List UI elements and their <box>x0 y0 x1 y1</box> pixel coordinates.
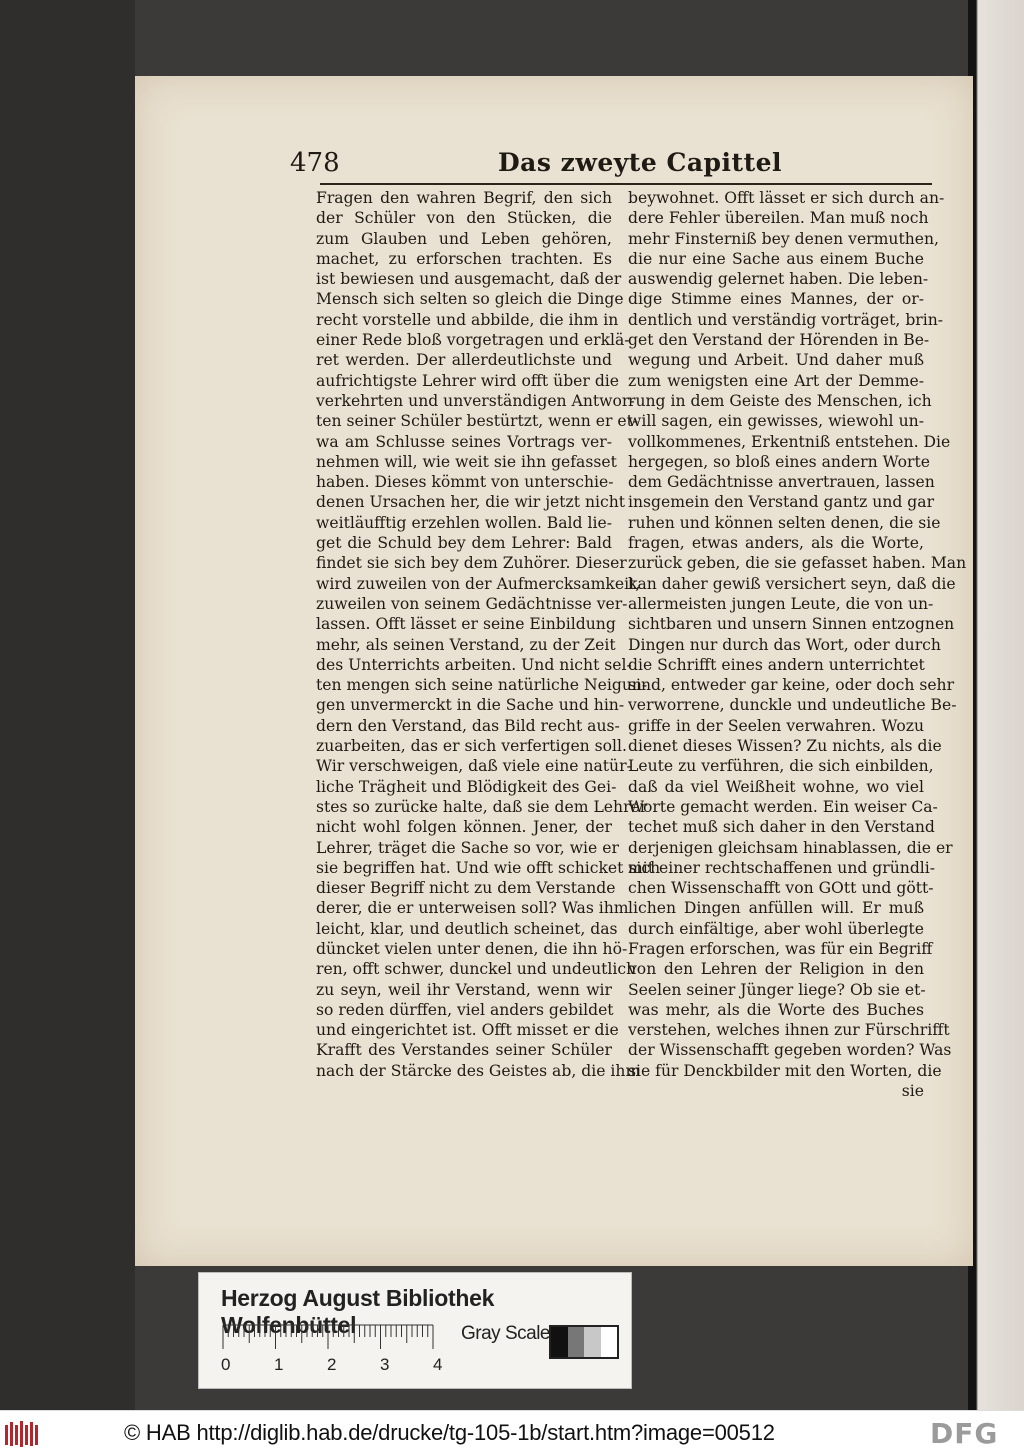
text-line: Dingen nur durch das Wort, oder durch <box>628 635 941 654</box>
text-line: dentlich und verständig vorträget, brin- <box>628 310 944 329</box>
text-line: fragen, etwas anders, als die Worte, <box>628 534 924 553</box>
text-line: stes so zurücke halte, daß sie dem Lehrer <box>316 797 648 816</box>
text-line: wird zuweilen von der Aufmercksamkeit, <box>316 574 641 593</box>
hab-logo-icon <box>4 1419 42 1449</box>
right-text-column <box>628 188 967 1101</box>
text-line: auswendig gelernet haben. Die leben- <box>628 270 929 289</box>
header-rule <box>320 183 932 185</box>
text-line: zuarbeiten, das er sich verfertigen soll. <box>316 737 627 756</box>
ruler-icon <box>223 1323 433 1353</box>
left-text-column <box>316 188 661 1081</box>
ruler-number: 3 <box>380 1355 390 1374</box>
text-line: dern den Verstand, das Bild recht aus- <box>316 716 620 735</box>
footer-copyright-link[interactable]: © HAB http://diglib.hab.de/drucke/tg-105-1b/start.htm?image=00512 <box>124 1420 775 1445</box>
text-line: die nur eine Sache aus einem Buche <box>628 249 924 268</box>
text-line: nicht wohl folgen können. Jener, der <box>316 818 612 837</box>
text-line: daß da viel Weißheit wohne, wo viel <box>628 777 924 796</box>
text-line: get den Verstand der Hörenden in Be- <box>628 331 930 350</box>
text-line: nach der Stärcke des Geistes ab, die ihm <box>316 1061 641 1080</box>
text-line: recht vorstelle und abbilde, die ihm in <box>316 310 619 329</box>
text-line: ten mengen sich seine natürliche Neigun- <box>316 676 648 695</box>
text-line: düncket vielen unter denen, die ihn hö- <box>316 939 628 958</box>
text-line: lichen Dingen anfüllen will. Er muß <box>628 899 924 918</box>
running-title: Das zweyte Capittel <box>498 148 783 177</box>
text-line: ist bewiesen und ausgemacht, daß der <box>316 270 622 289</box>
text-line: weitläufftig erzehlen wollen. Bald lie- <box>316 513 612 532</box>
gray-scale-swatches <box>549 1325 619 1359</box>
ruler-number: 1 <box>274 1355 284 1374</box>
text-line: ren, offt schwer, dunckel und undeutlich <box>316 960 637 979</box>
text-line: will sagen, ein gewisses, wiewohl un- <box>628 412 924 431</box>
text-line: gen unvermerckt in die Sache und hin- <box>316 696 625 715</box>
text-line: sie für Denckbilder mit den Worten, die <box>628 1061 942 1080</box>
text-line: sichtbaren und unsern Sinnen entzognen <box>628 615 955 634</box>
text-line: nehmen will, wie weit sie ihn gefasset <box>316 452 617 471</box>
text-line: haben. Dieses kömmt von unterschie- <box>316 473 614 492</box>
text-line: verkehrten und unverständigen Antwor- <box>316 391 635 410</box>
text-line: dem Gedächtnisse anvertrauen, lassen <box>628 473 935 492</box>
text-line: Fragen den wahren Begrif, den sich <box>316 189 612 207</box>
page-header <box>290 146 970 180</box>
text-line: Krafft des Verstandes seiner Schüler <box>316 1041 612 1060</box>
text-line: ruhen und können selten denen, die sie <box>628 513 941 532</box>
text-line: Seelen seiner Jünger liege? Ob sie et- <box>628 980 926 999</box>
text-line: der Schüler von den Stücken, die <box>316 209 612 228</box>
text-line: aufrichtigste Lehrer wird offt über die <box>316 371 620 390</box>
text-line: denen Ursachen her, die wir jetzt nicht <box>316 493 626 512</box>
text-line: derjenigen gleichsam hinablassen, die er <box>628 838 953 857</box>
text-line: verstehen, welches ihnen zur Fürschrifft <box>628 1021 950 1040</box>
text-line: mehr, als seinen Verstand, zu der Zeit <box>316 635 616 654</box>
text-line: mehr Finsterniß bey denen vermuthen, <box>628 229 939 248</box>
text-line: Mensch sich selten so gleich die Dinge <box>316 290 624 309</box>
text-line: dienet dieses Wissen? Zu nichts, als die <box>628 737 942 756</box>
text-line: zuweilen von seinem Gedächtnisse ver- <box>316 594 628 613</box>
text-line: Fragen erforschen, was für ein Begriff <box>628 939 933 958</box>
dfg-logo: DFG <box>930 1417 999 1450</box>
text-line: sie begriffen hat. Und wie offt schicket sich <box>316 858 661 877</box>
text-line: lassen. Offt lässet er seine Einbildung <box>316 615 616 634</box>
text-line: beywohnet. Offt lässet er sich durch an- <box>628 189 945 207</box>
text-line: dere Fehler übereilen. Man muß noch <box>628 209 929 228</box>
text-line: kan daher gewiß versichert seyn, daß die <box>628 574 956 593</box>
text-line: zu seyn, weil ihr Verstand, wenn wir <box>316 980 612 999</box>
text-line: rung in dem Geiste des Menschen, ich <box>628 391 932 410</box>
text-line: wa am Schlusse seines Vortrags ver- <box>316 432 612 451</box>
text-line: allermeisten jungen Leute, die von un- <box>628 594 934 613</box>
text-line: einer Rede bloß vorgetragen und erklä- <box>316 331 630 350</box>
text-line: der Wissenschafft gegeben worden? Was <box>628 1041 952 1060</box>
ruler-number: 0 <box>221 1355 231 1374</box>
text-line: verworrene, dunckle und undeutliche Be- <box>628 696 957 715</box>
text-line: mit einer rechtschaffenen und gründli- <box>628 858 936 877</box>
footer-bar <box>0 1410 1024 1455</box>
text-line: chen Wissenschafft von GOtt und gött- <box>628 879 934 898</box>
color-scale-card <box>198 1272 632 1389</box>
text-line: vollkommenes, Erkentniß entstehen. Die <box>628 432 951 451</box>
text-line: wegung und Arbeit. Und daher muß <box>628 351 924 370</box>
text-line: durch einfältige, aber wohl überlegte <box>628 919 924 938</box>
text-line: dige Stimme eines Mannes, der or- <box>628 290 924 309</box>
text-line: Lehrer, träget die Sache so vor, wie er <box>316 838 619 857</box>
text-line: des Unterrichts arbeiten. Und nicht sel- <box>316 655 632 674</box>
text-line: hergegen, so bloß eines andern Worte <box>628 452 930 471</box>
text-line: dieser Begriff nicht zu dem Verstande <box>316 879 616 898</box>
text-line: die Schrifft eines andern unterrichtet <box>628 655 925 674</box>
text-line: ret werden. Der allerdeutlichste und <box>316 351 612 370</box>
text-line: so reden dürffen, viel anders gebildet <box>316 1000 614 1019</box>
text-line: zum Glauben und Leben gehören, <box>316 229 612 248</box>
text-line: machet, zu erforschen trachten. Es <box>316 249 612 268</box>
text-line: zum wenigsten eine Art der Demme- <box>628 371 924 390</box>
text-line: techet muß sich daher in den Verstand <box>628 818 935 837</box>
text-line: Worte gemacht werden. Ein weiser Ca- <box>628 797 938 816</box>
gray-scale-label: Gray Scale <box>461 1323 550 1344</box>
text-line: von den Lehren der Religion in den <box>628 960 924 979</box>
text-line: griffe in der Seelen verwahren. Wozu <box>628 716 924 735</box>
text-line: Wir verschweigen, daß viele eine natür- <box>316 757 632 776</box>
text-line: zurück geben, die sie gefasset haben. Man <box>628 554 967 573</box>
ruler-number: 2 <box>327 1355 337 1374</box>
scan-left-margin <box>0 0 135 1410</box>
next-page-edge <box>968 0 1024 1410</box>
text-line: get die Schuld bey dem Lehrer: Bald <box>316 534 612 553</box>
text-line: derer, die er unterweisen soll? Was ihm <box>316 899 629 918</box>
text-line: ten seiner Schüler bestürtzt, wenn er et- <box>316 412 639 431</box>
text-line: Leute zu verführen, die sich einbilden, <box>628 757 934 776</box>
text-line: und eingerichtet ist. Offt misset er die <box>316 1021 619 1040</box>
text-line: leicht, klar, und deutlich scheinet, das <box>316 919 618 938</box>
library-name: Herzog August Bibliothek Wolfenbüttel <box>221 1285 495 1338</box>
text-line: findet sie sich bey dem Zuhörer. Dieser <box>316 554 627 573</box>
ruler-number: 4 <box>433 1355 443 1374</box>
text-line: insgemein den Verstand gantz und gar <box>628 493 935 512</box>
text-line: sind, entweder gar keine, oder doch sehr <box>628 676 955 695</box>
text-line: liche Trägheit und Blödigkeit des Gei- <box>316 777 617 796</box>
text-line: was mehr, als die Worte des Buches <box>628 1000 924 1019</box>
catchword: sie <box>901 1082 924 1101</box>
page-number: 478 <box>290 148 340 178</box>
